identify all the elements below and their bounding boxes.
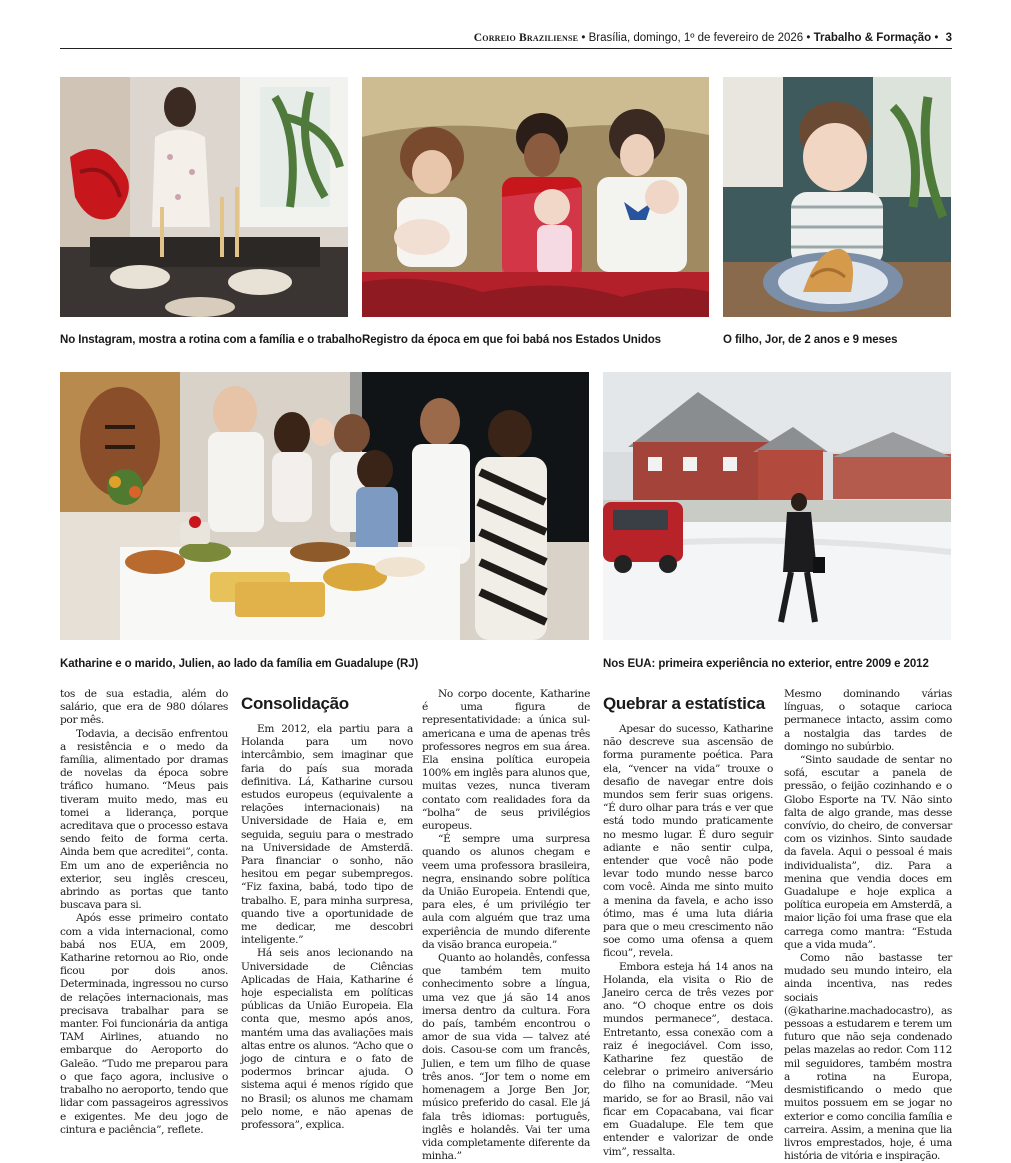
photo-family-guadalupe <box>60 372 589 640</box>
paragraph: Como não bastasse ter mudado seu mundo inteiro, ela ainda incentiva, nas redes sociais (@katharine.machadocastro), as pessoas a estudarem e terem um futuro que não seja condenado pelas mazelas ao redor. Com 112 mil seguidores, também mostra a rotina na Europa, desmistificando o medo que muitos possuem em se jogar no exterior e como concilia família e carreira. Assim, a menina que lia livros emprestados, hoje, é uma história de vitória e inspiração. <box>784 952 952 1163</box>
section-name: Trabalho & Formação <box>813 32 932 44</box>
photo-nanny-children <box>362 77 709 317</box>
photo-instagram-dining <box>60 77 348 317</box>
caption-photo-instagram: No Instagram, mostra a rotina com a família e o trabalho <box>60 334 362 346</box>
paragraph: Embora esteja há 14 anos na Holanda, ela visita o Rio de Janeiro cerca de três vezes por ano. “O choque entre os dois mundos permanece”, destaca. Entretanto, essa conexão com a raiz é inegociável. Com isso, Katharine fez questão de celebrar o primeiro aniversário do filho na comunidade. “Meu marido, se for ao Brasil, não vai ficar em Copacabana, vai ficar em Guadalupe. Ele tem que entender e valorizar de onde vim”, ressalta. <box>603 960 773 1158</box>
article-column-2 <box>241 690 413 1130</box>
paragraph: Há seis anos lecionando na Universidade de Ciências Aplicadas de Haia, Katharine é hoje especialista em políticas públicas da União Europeia. Ela conta que, mesmo após anos, mantém uma das avaliações mais altas entre os alunos. “Acho que o jogo de cintura e o fato de podermos brincar ajuda. O sistema aqui é menos rígido que no Brasil; os alunos me chamam pelo nome, e não apenas de professora”, explica. <box>241 947 413 1132</box>
subheading-quebrar-estatistica: Quebrar a estatística <box>603 694 765 713</box>
dateline: • Brasília, domingo, 1º de fevereiro de 2026 • <box>578 32 814 44</box>
caption-photo-son: O filho, Jor, de 2 anos e 9 meses <box>723 334 898 346</box>
photo-usa-snow <box>603 372 951 640</box>
caption-photo-usa: Nos EUA: primeira experiência no exterior, entre 2009 e 2012 <box>603 658 929 670</box>
header-separator: • <box>931 32 942 44</box>
article-column-4 <box>603 690 773 1158</box>
article-column-3 <box>422 688 590 1163</box>
paragraph: “Sinto saudade de sentar no sofá, escutar a panela de pressão, o feijão cozinhando e o Globo Esporte na TV. Não sinto falta de algo grande, mas desse convívio, do cheiro, de conversar com os vizinhos. Sinto saudade da favela. Aqui o pessoal é mais individualista”, diz. Para a menina que vendia doces em Guadalupe e hoje explica a política europeia em Amsterdã, a maior lição foi uma frase que ela carrega como mantra: “Estuda que a vida muda”. <box>784 754 952 951</box>
paragraph: Após esse primeiro contato com a vida internacional, como babá nos EUA, em 2009, Katharine retornou ao Rio, onde ficou por dois anos. Determinada, ingressou no curso de relações internacionais, mas precisava trabalhar para se manter. Foi funcionária da antiga TAM Airlines, atuando no embarque do Aeroporto do Galeão. “Tudo me preparou para o que faço agora, inclusive o trabalho no aeroporto, tendo que lidar com passageiros agressivos e exigentes. Me deu jogo de cintura e paciência”, reflete. <box>60 912 228 1136</box>
caption-photo-family: Katharine e o marido, Julien, ao lado da família em Guadalupe (RJ) <box>60 658 419 670</box>
paragraph: Mesmo dominando várias línguas, o sotaque carioca permanece intacto, assim como a nostalgia das tardes de domingo no subúrbio. <box>784 688 952 753</box>
page-header <box>60 29 952 49</box>
paragraph: Quanto ao holandês, confessa que também tem muito conhecimento sobre a língua, uma vez que já são 14 anos imersa dentro da cultura. Fora do país, também encontrou o amor de sua vida — talvez até dois. Casou-se com um francês, Julien, e tem um filho de quase três anos. “Jor tem o nome em homenagem a Jorge Ben Jor, músico preferido do casal. Ele já fala três idiomas: português, inglês e holandês. Vai ter uma vida completamente diferente da minha.” <box>422 952 590 1163</box>
subheading-consolidacao: Consolidação <box>241 694 349 713</box>
paragraph: Todavia, a decisão enfrentou a resistência e o medo da família, alimentado por dramas de novelas da época sobre tráfico humano. “Meus pais tiveram muito medo, mas eu tomei a liderança, porque acreditava que o processo estava sendo feito de forma certa. Ainda bem que acreditei”, conta. Em um ano de experiência no exterior, seu inglês cresceu, abrindo as portas que tanto buscava para si. <box>60 727 228 912</box>
page-number: 3 <box>945 32 952 44</box>
paragraph: “É sempre uma surpresa quando os alunos chegam e veem uma professora brasileira, negra, ensinando sobre política da União Europeia. Entendi que, para eles, é um privilégio ter aula com alguém que traz uma experiência de mundo diferente da visão branca europeia.” <box>422 833 590 951</box>
photo-son-jor <box>723 77 951 317</box>
article-column-5 <box>784 688 952 1163</box>
paragraph: No corpo docente, Katharine é uma figura de representatividade: a única sul-americana e uma de apenas três professores negros em sua área. Ela ensina política europeia 100% em inglês para alunos que, muitas vezes, nunca tiveram contato com realidades fora da “bolha” de seus privilégios europeus. <box>422 688 590 833</box>
newspaper-name: Correio Braziliense <box>473 32 579 44</box>
paragraph: Apesar do sucesso, Katharine não descreve sua ascensão de forma puramente poética. Para ela, “vencer na vida” trouxe o desafio de navegar entre dois mundos sem ferir suas origens. “É duro olhar para trás e ver que está todo mundo praticamente no mesmo lugar. É duro seguir adiante e não sentir culpa, entender que você não pode levar todo mundo nesse barco com você. Ainda me sinto muito a menina da favela, e acho isso ótimo, mas é uma luta diária para que o meu crescimento não soe como uma ofensa a quem ficou”, revela. <box>603 723 773 960</box>
paragraph: tos de sua estadia, além do salário, que era de 980 dólares por mês. <box>60 688 228 727</box>
article-column-1 <box>60 688 228 1136</box>
caption-photo-nanny: Registro da época em que foi babá nos Estados Unidos <box>362 334 661 346</box>
paragraph: Em 2012, ela partiu para a Holanda para um novo intercâmbio, sem imaginar que faria do país sua morada definitiva. Lá, Katharine cursou estudos europeus (equivalente a relações internacionais) na Universidade de Haia e, em seguida, seguiu para o mestrado na Universidade de Amsterdã. Para financiar o sonho, não hesitou em pegar subempregos. “Fiz faxina, babá, todo tipo de trabalho. E, para minha surpresa, quando tive a oportunidade de me dedicar, me descobri inteligente.” <box>241 723 413 947</box>
